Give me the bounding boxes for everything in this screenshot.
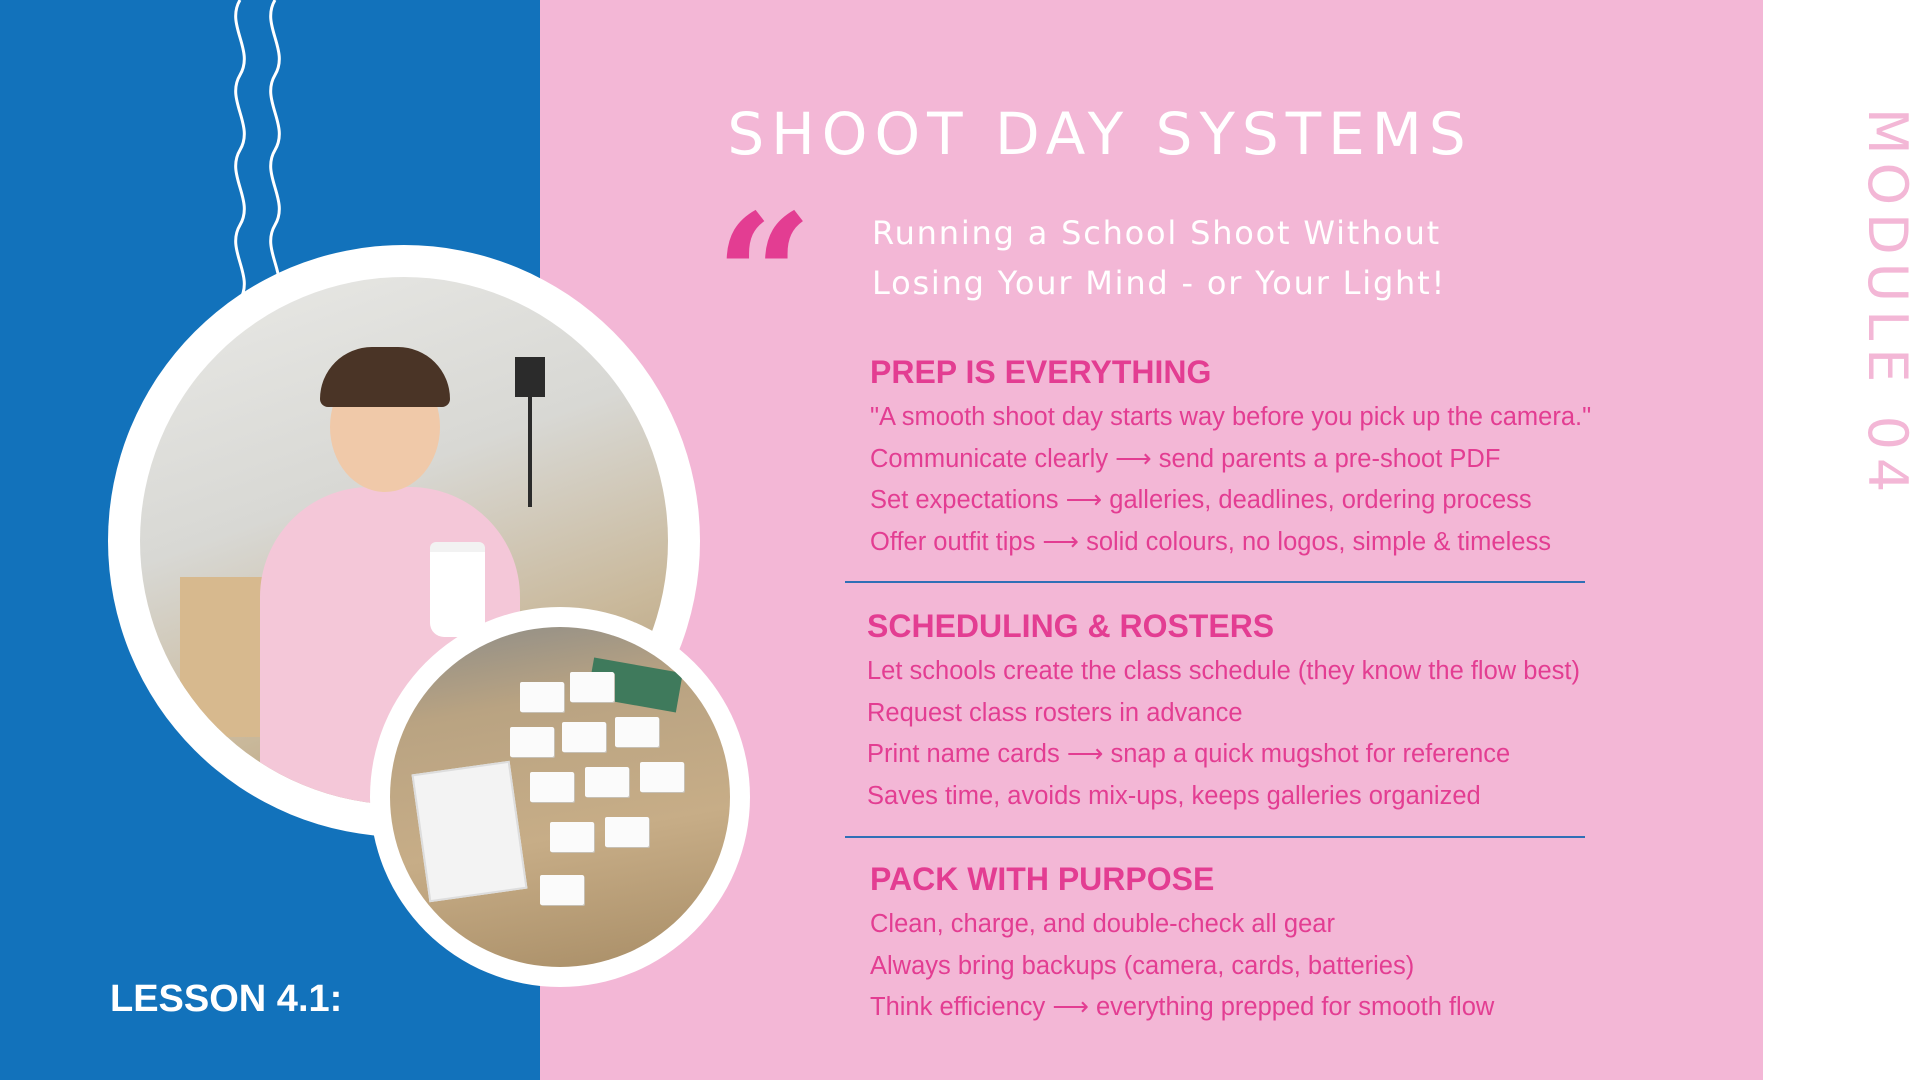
light-stand-pole-shape (528, 397, 532, 507)
clipboard-shape (412, 761, 528, 903)
name-card (585, 767, 629, 797)
section-item: Clean, charge, and double-check all gear (870, 910, 1335, 938)
name-card (562, 722, 606, 752)
section-item: Let schools create the class schedule (they know the flow best) (867, 657, 1580, 685)
section-heading: PREP IS EVERYTHING (870, 354, 1212, 390)
name-card (605, 817, 649, 847)
section-item: Print name cards ⟶ snap a quick mugshot for reference (867, 740, 1511, 768)
subtitle-line: Running a School Shoot Without (872, 214, 1442, 252)
section-pack-with-purpose (870, 861, 1610, 1029)
photo-inner-frame-small (390, 627, 730, 967)
section-item-list (870, 904, 1610, 1029)
name-card (640, 762, 684, 792)
coffee-cup-shape (430, 542, 485, 637)
section-item: Offer outfit tips ⟶ solid colours, no logos, simple & timeless (870, 527, 1551, 556)
name-card (550, 822, 594, 852)
section-item-list (867, 651, 1607, 817)
section-item: Set expectations ⟶ galleries, deadlines, ordering process (870, 486, 1532, 514)
section-item: Request class rosters in advance (867, 698, 1243, 727)
section-item: Saves time, avoids mix-ups, keeps galleries organized (867, 781, 1481, 810)
section-item: "A smooth shoot day starts way before you pick up the camera." (870, 403, 1592, 431)
section-item: Always bring backups (camera, cards, batteries) (870, 951, 1415, 980)
section-item: Think efficiency ⟶ everything prepped for smooth flow (870, 993, 1495, 1021)
person-hair-shape (320, 347, 450, 407)
section-item: Communicate clearly ⟶ send parents a pre-shoot PDF (870, 444, 1501, 473)
section-divider (845, 836, 1585, 838)
slide-subtitle (872, 208, 1512, 308)
name-card (530, 772, 574, 802)
section-heading: SCHEDULING & ROSTERS (867, 608, 1275, 644)
section-prep-is-everything (870, 354, 1610, 563)
lesson-label: LESSON 4.1: (110, 978, 343, 1020)
section-divider (845, 581, 1585, 583)
section-item-list (870, 397, 1610, 563)
slide-title: SHOOT DAY SYSTEMS (727, 100, 1473, 168)
section-heading: PACK WITH PURPOSE (870, 861, 1215, 897)
name-card (540, 875, 584, 905)
quote-mark-icon: “ (715, 177, 813, 377)
name-card (615, 717, 659, 747)
subtitle-line: Losing Your Mind - or Your Light! (872, 264, 1447, 302)
name-card (570, 672, 614, 702)
section-scheduling-rosters (867, 608, 1607, 817)
module-label: MODULE 04 (1856, 108, 1919, 501)
studio-light-shape (515, 357, 545, 397)
name-cards-table-photo (370, 607, 750, 987)
name-card (520, 682, 564, 712)
name-card (510, 727, 554, 757)
